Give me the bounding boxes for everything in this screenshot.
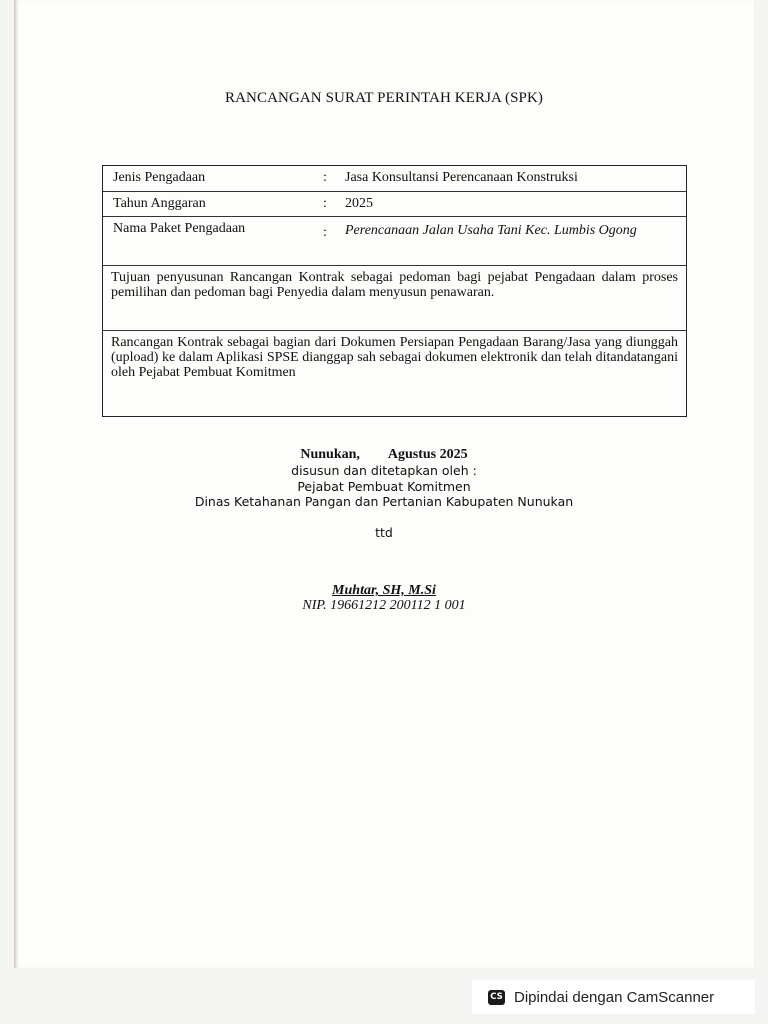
info-value: 2025 xyxy=(345,196,373,211)
watermark-text: Dipindai dengan CamScanner xyxy=(514,988,715,1006)
info-row-tahun-anggaran xyxy=(103,192,686,217)
info-row-nama-paket xyxy=(103,217,686,266)
camscanner-logo-icon: CS xyxy=(488,990,505,1005)
info-colon: : xyxy=(323,170,327,185)
camscanner-watermark xyxy=(472,980,755,1014)
info-colon: : xyxy=(323,225,327,240)
signature-prepared-by: disusun dan ditetapkan oleh : xyxy=(291,463,477,478)
signature-position: Pejabat Pembuat Komitmen xyxy=(297,479,471,494)
info-value: Jasa Konsultansi Perencanaan Konstruksi xyxy=(345,170,578,185)
signature-date: Agustus 2025 xyxy=(387,447,468,462)
signature-place: Nunukan, xyxy=(300,447,360,462)
signature-ttd: ttd xyxy=(375,525,393,540)
legal-status-paragraph: Rancangan Kontrak sebagai bagian dari Dokumen Persiapan Pengadaan Barang/Jasa yang diunggah (upload) ke dalam Aplikasi SPSE dianggap sah sebagai dokumen elektronik dan telah ditandatangani oleh Pejabat Pembuat Komitmen xyxy=(111,335,678,380)
signature-agency: Dinas Ketahanan Pangan dan Pertanian Kabupaten Nunukan xyxy=(194,494,574,509)
page-title: RANCANGAN SURAT PERINTAH KERJA (SPK) xyxy=(225,90,543,106)
procurement-info-table xyxy=(102,165,687,417)
info-label: Nama Paket Pengadaan xyxy=(113,221,246,236)
info-colon: : xyxy=(323,196,327,211)
info-label: Tahun Anggaran xyxy=(113,196,206,211)
info-row-jenis-pengadaan xyxy=(103,166,686,192)
info-label: Jenis Pengadaan xyxy=(113,170,206,185)
info-value: Perencanaan Jalan Usaha Tani Kec. Lumbis Ogong xyxy=(345,223,637,238)
signatory-nip: NIP. 19661212 200112 1 001 xyxy=(302,598,466,613)
signature-place-date xyxy=(0,447,768,463)
purpose-paragraph: Tujuan penyusunan Rancangan Kontrak sebagai pedoman bagi pejabat Pengadaan dalam proses pemilihan dan pedoman bagi Penyedia dalam menyusun penawaran. xyxy=(103,266,686,331)
signatory-name: Muhtar, SH, M.Si xyxy=(332,583,436,598)
